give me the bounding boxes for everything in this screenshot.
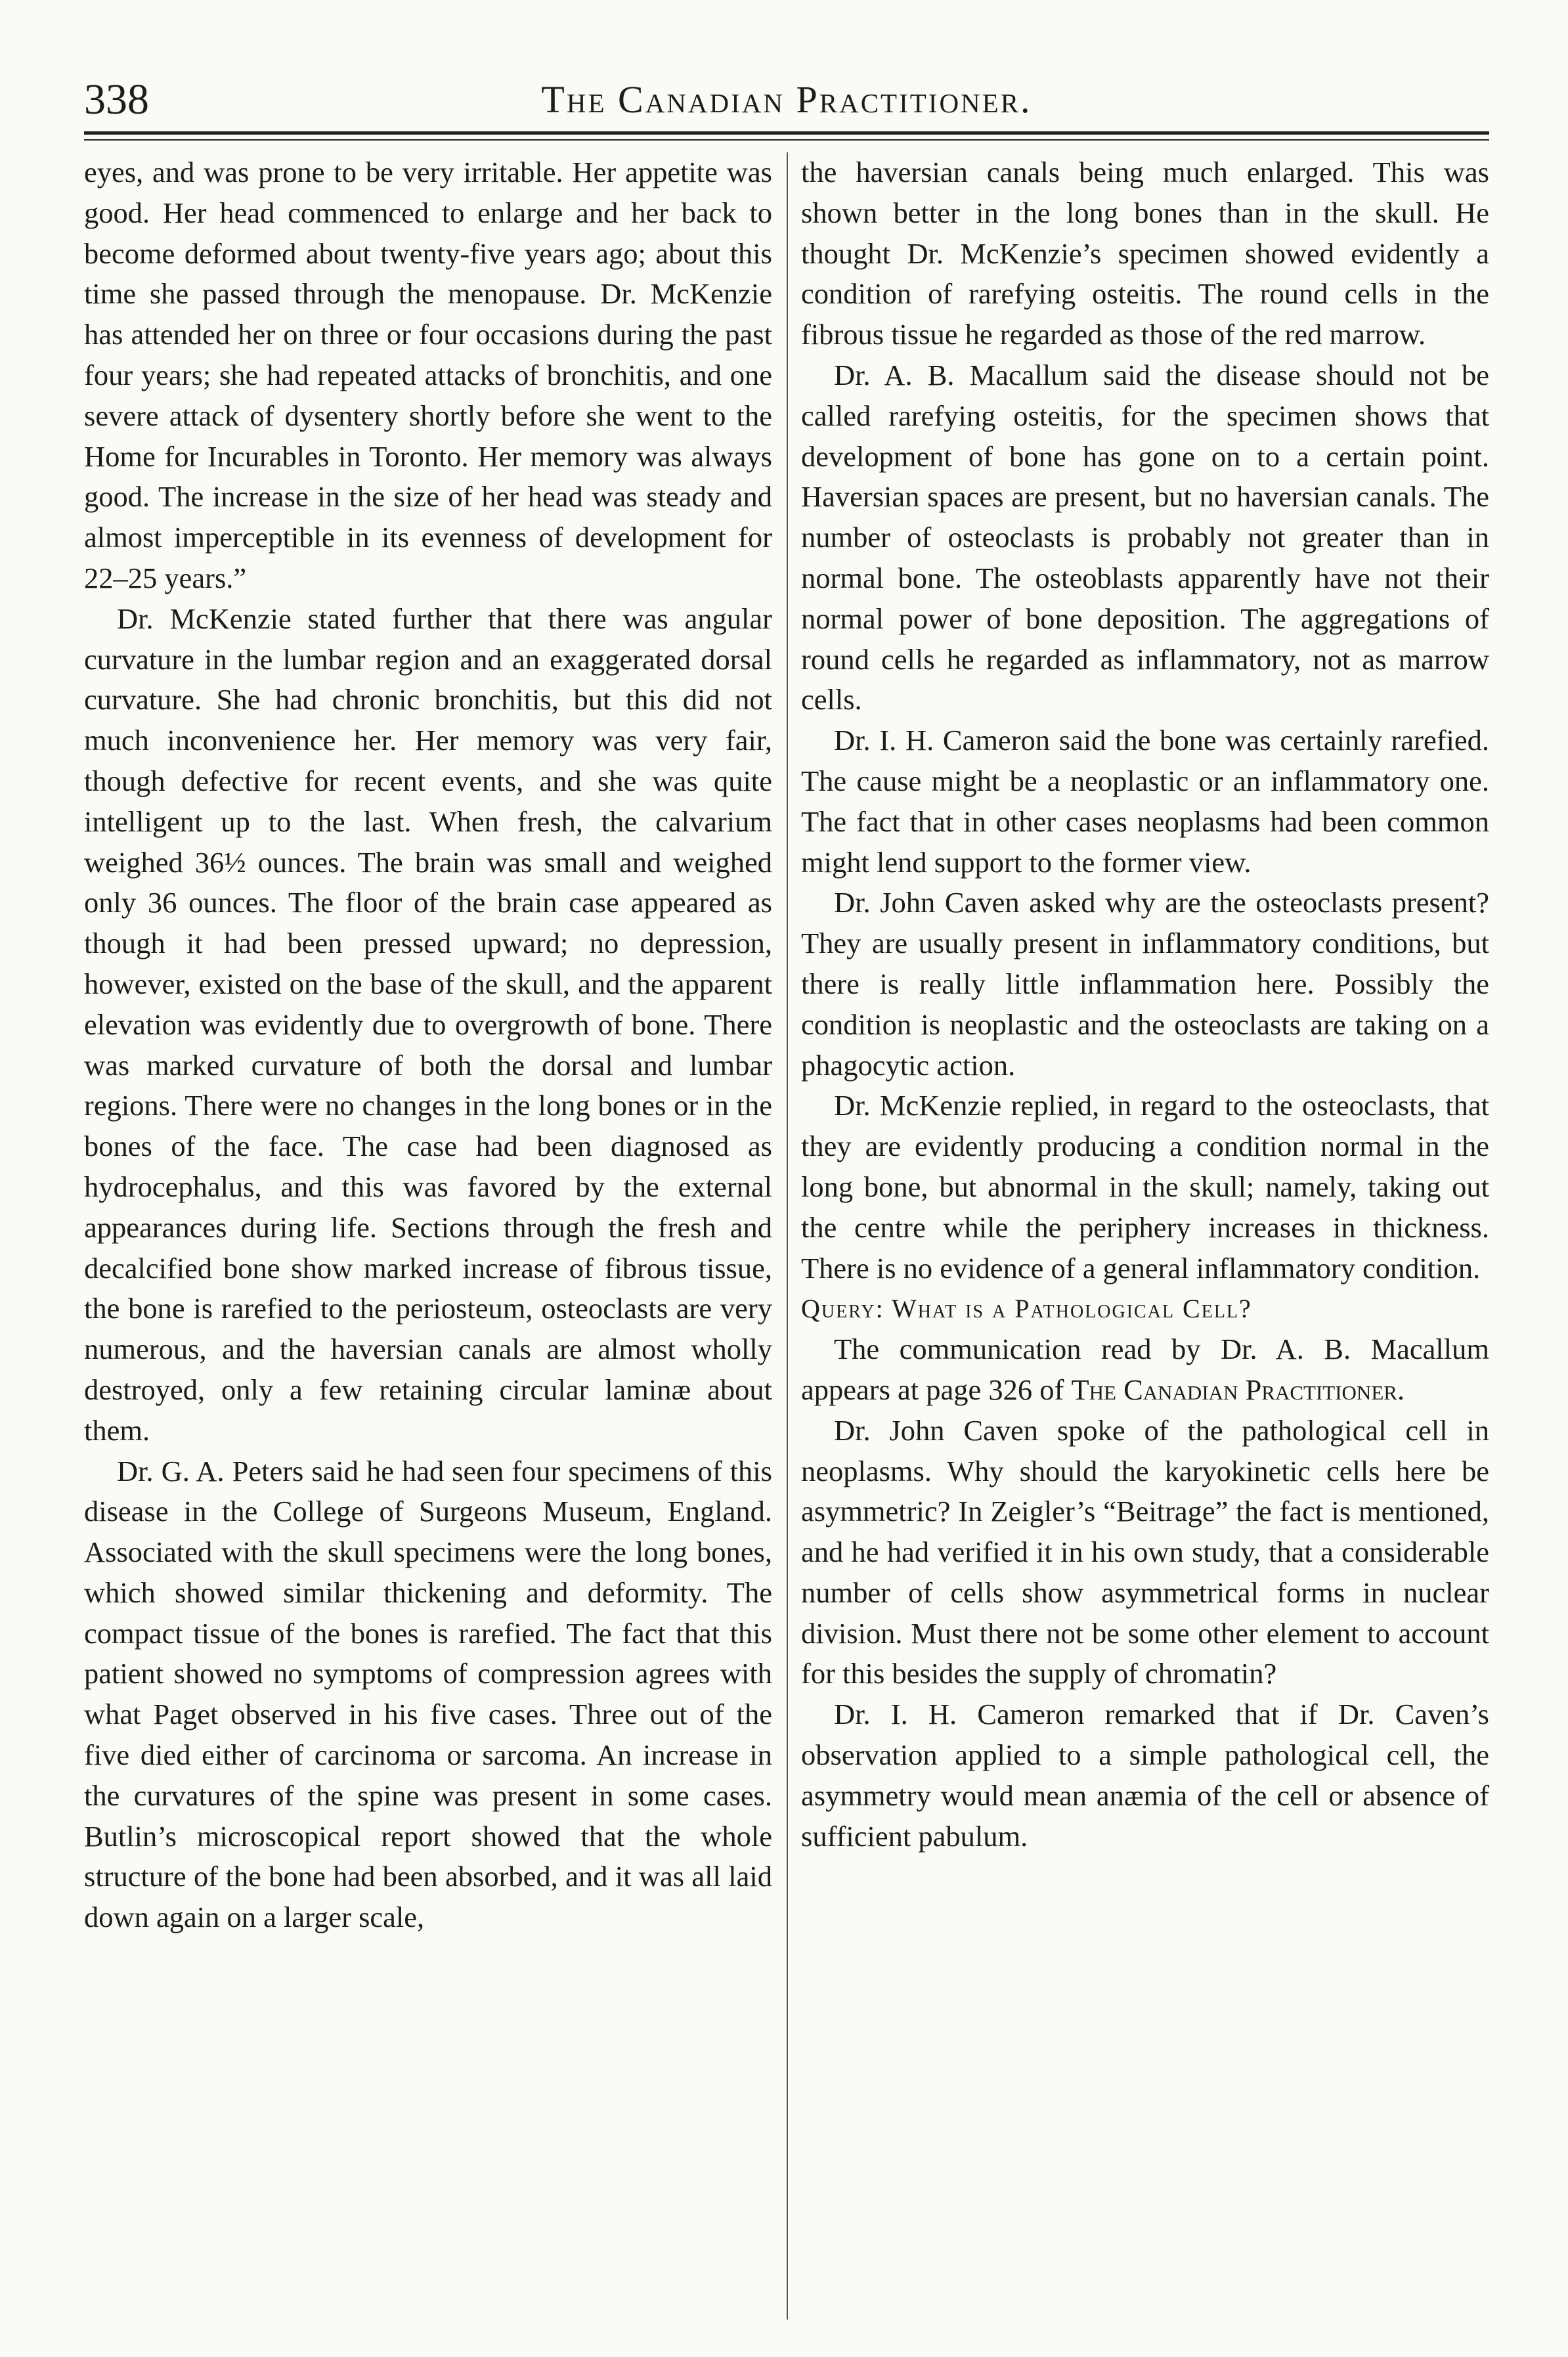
paragraph: Dr. I. H. Cameron said the bone was certainly rarefied. The cause might be a neoplastic or an inflammatory one. The fact that in other cases neoplasms had been common might lend support to the former view. [801, 724, 1489, 879]
paragraph-continued: eyes, and was prone to be very irritable. Her appetite was good. Her head commenced to enlarge and her back to become deformed about twenty-five years ago; about this time she passed through the menopause. Dr. McKenzie has attended her on three or four occasions during the past four years; she had repeated attacks of bronchitis, and one severe attack of dysentery shortly before she went to the Home for Incurables in Toronto. Her memory was always good. The increase in the size of her head was steady and almost imperceptible in its evenness of development for 22–25 years.” [84, 156, 772, 594]
paragraph [801, 1329, 1489, 1411]
paragraph: Dr. McKenzie stated further that there was angular curvature in the lumbar region and an exaggerated dorsal curvature. She had chronic bronchitis, but this did not much inconvenience her. Her memory was very fair, though defective for recent events, and she was quite intelligent up to the last. When fresh, the calvarium weighed 36½ ounces. The brain was small and weighed only 36 ounces. The floor of the brain case appeared as though it had been pressed upward; no depression, however, existed on the base of the skull, and the apparent elevation was evidently due to overgrowth of bone. There was marked curvature of both the dorsal and lumbar regions. There were no changes in the long bones or in the bones of the face. The case had been diagnosed as hydrocephalus, and this was favored by the external appearances during life. Sections through the fresh and decalcified bone show marked increase of fibrous tissue, the bone is rarefied to the periosteum, osteoclasts are very numerous, and the haversian canals are almost wholly destroyed, only a few retaining circular laminæ about them. [84, 602, 772, 1447]
header-rule-thick [84, 131, 1489, 135]
paragraph: Dr. I. H. Cameron remarked that if Dr. Caven’s observation applied to a simple pathological cell, the asymmetry would mean anæmia of the cell or absence of sufficient pabulum. [801, 1698, 1489, 1853]
query-text-after: . [1397, 1373, 1405, 1406]
section-heading: Query: What is a Pathological Cell? [801, 1294, 1252, 1324]
paragraph: Dr. John Caven spoke of the pathological cell in neoplasms. Why should the karyokinetic cells here be asymmetric? In Zeigler’s “Beitrage” the fact is mentioned, and he had verified it in his own study, that a considerable number of cells show asymmetrical forms in nuclear division. Must there not be some other element to account for this besides the supply of chromatin? [801, 1413, 1489, 1690]
paragraph-continued: the haversian canals being much enlarged. This was shown better in the long bones than in the skull. He thought Dr. McKenzie’s specimen showed evidently a condition of rarefying osteitis. The round cells in the fibrous tissue he regarded as those of the red marrow. [801, 156, 1489, 351]
column-divider [787, 152, 788, 2320]
journal-name: The Canadian Practitioner [1071, 1373, 1397, 1406]
query-text-before: The communication read by Dr. A. B. Macallum appears at page 326 of [801, 1333, 1489, 1406]
page-header [84, 74, 1489, 126]
running-title: The Canadian Practitioner. [541, 78, 1032, 121]
header-rule-thin [84, 139, 1489, 141]
paragraph: Dr. John Caven asked why are the osteoclasts present? They are usually present in inflammatory conditions, but there is really little inflammation here. Possibly the condition is neoplastic and the osteoclasts are taking on a phagocytic action. [801, 886, 1489, 1082]
page-number: 338 [84, 76, 149, 123]
paragraph: Dr. McKenzie replied, in regard to the osteoclasts, that they are evidently producing a condition normal in the long bone, but abnormal in the skull; namely, taking out the centre while the periphery increases in thickness. There is no evidence of a general inflammatory condition. [801, 1089, 1489, 1285]
paragraph: Dr. G. A. Peters said he had seen four specimens of this disease in the College of Surgeons Museum, England. Associated with the skull specimens were the long bones, which showed similar thickening and deformity. The compact tissue of the bones is rarefied. The fact that this patient showed no symptoms of compression agrees with what Paget observed in his five cases. Three out of the five died either of carcinoma or sarcoma. An increase in the curvatures of the spine was present in some cases. Butlin’s microscopical report showed that the whole structure of the bone had been absorbed, and it was all laid down again on a larger scale, [84, 1454, 772, 1934]
right-column [801, 152, 1489, 2320]
paragraph: Dr. A. B. Macallum said the disease should not be called rarefying osteitis, for the specimen shows that development of bone has gone on to a certain point. Haversian spaces are present, but no haversian canals. The number of osteoclasts is probably not greater than in normal bone. The osteoblasts apparently have not their normal power of bone deposition. The aggregations of round cells he regarded as inflammatory, not as marrow cells. [801, 358, 1489, 716]
left-column [84, 152, 772, 2320]
